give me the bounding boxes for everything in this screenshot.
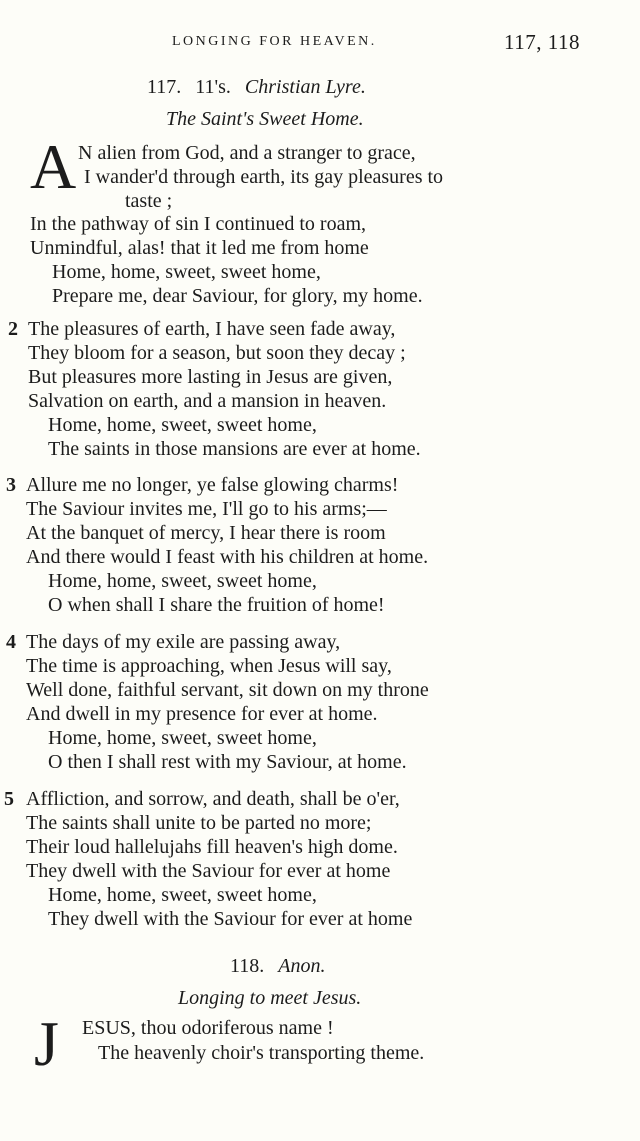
verse-line: Allure me no longer, ye false glowing charms! (26, 474, 399, 496)
verse-number: 5 (4, 788, 14, 810)
hymn-number: 117. (147, 76, 182, 98)
hymn-118-heading (230, 955, 325, 978)
chorus-line: Home, home, sweet, sweet home, (48, 727, 317, 749)
chorus-line: O when shall I share the fruition of home! (48, 594, 385, 616)
verse-line: Well done, faithful servant, sit down on my throne (26, 679, 429, 701)
verse-line: Affliction, and sorrow, and death, shall be o'er, (26, 788, 400, 810)
chorus-line: O then I shall rest with my Saviour, at home. (48, 751, 407, 773)
verse-line: At the banquet of mercy, I hear there is room (26, 522, 386, 544)
page-numbers: 117, 118 (504, 30, 580, 54)
running-title: LONGING FOR HEAVEN. (172, 34, 377, 49)
hymn-117-title: The Saint's Sweet Home. (166, 108, 364, 130)
verse-line: ESUS, thou odoriferous name ! (82, 1017, 334, 1039)
verse-line: Salvation on earth, and a mansion in heaven. (28, 390, 387, 412)
chorus-line: The saints in those mansions are ever at home. (48, 438, 421, 460)
verse-number: 4 (6, 631, 16, 653)
verse-line: The pleasures of earth, I have seen fade away, (28, 318, 396, 340)
hymn-117-heading (147, 76, 366, 99)
verse-line: The saints shall unite to be parted no more; (26, 812, 372, 834)
chorus-line: They dwell with the Saviour for ever at home (48, 908, 413, 930)
verse-line: taste ; (125, 190, 173, 212)
chorus-line: Home, home, sweet, sweet home, (48, 414, 317, 436)
verse-number: 3 (6, 474, 16, 496)
verse-line: The days of my exile are passing away, (26, 631, 341, 653)
hymn-number: 118. (230, 955, 265, 977)
chorus-line: Home, home, sweet, sweet home, (52, 261, 321, 283)
verse-line: And there would I feast with his children at home. (26, 546, 429, 568)
verse-line: The time is approaching, when Jesus will say, (26, 655, 392, 677)
verse-number: 2 (8, 318, 18, 340)
chorus-line: Home, home, sweet, sweet home, (48, 570, 317, 592)
chorus-line: Home, home, sweet, sweet home, (48, 884, 317, 906)
verse-line: The Saviour invites me, I'll go to his arms;— (26, 498, 387, 520)
hymn-118-title: Longing to meet Jesus. (178, 987, 362, 1009)
verse-line: N alien from God, and a stranger to grace, (78, 142, 416, 164)
verse-line: In the pathway of sin I continued to roam, (30, 213, 367, 235)
verse-line: They dwell with the Saviour for ever at home (26, 860, 391, 882)
verse-line: Unmindful, alas! that it led me from home (30, 237, 369, 259)
verse-line: I wander'd through earth, its gay pleasures to (84, 166, 444, 188)
verse-line: Their loud hallelujahs fill heaven's high dome. (26, 836, 398, 858)
verse-line: They bloom for a season, but soon they decay ; (28, 342, 406, 364)
hymn-source: Christian Lyre. (244, 76, 366, 98)
verse-line: The heavenly choir's transporting theme. (98, 1042, 425, 1064)
hymn-author: Anon. (278, 955, 326, 977)
verse-line: But pleasures more lasting in Jesus are given, (28, 366, 393, 388)
drop-cap: J (34, 1008, 59, 1079)
drop-cap: A (30, 131, 77, 202)
verse-line: And dwell in my presence for ever at home. (26, 703, 378, 725)
hymn-meter: 11's. (195, 76, 231, 98)
chorus-line: Prepare me, dear Saviour, for glory, my home. (52, 285, 423, 307)
